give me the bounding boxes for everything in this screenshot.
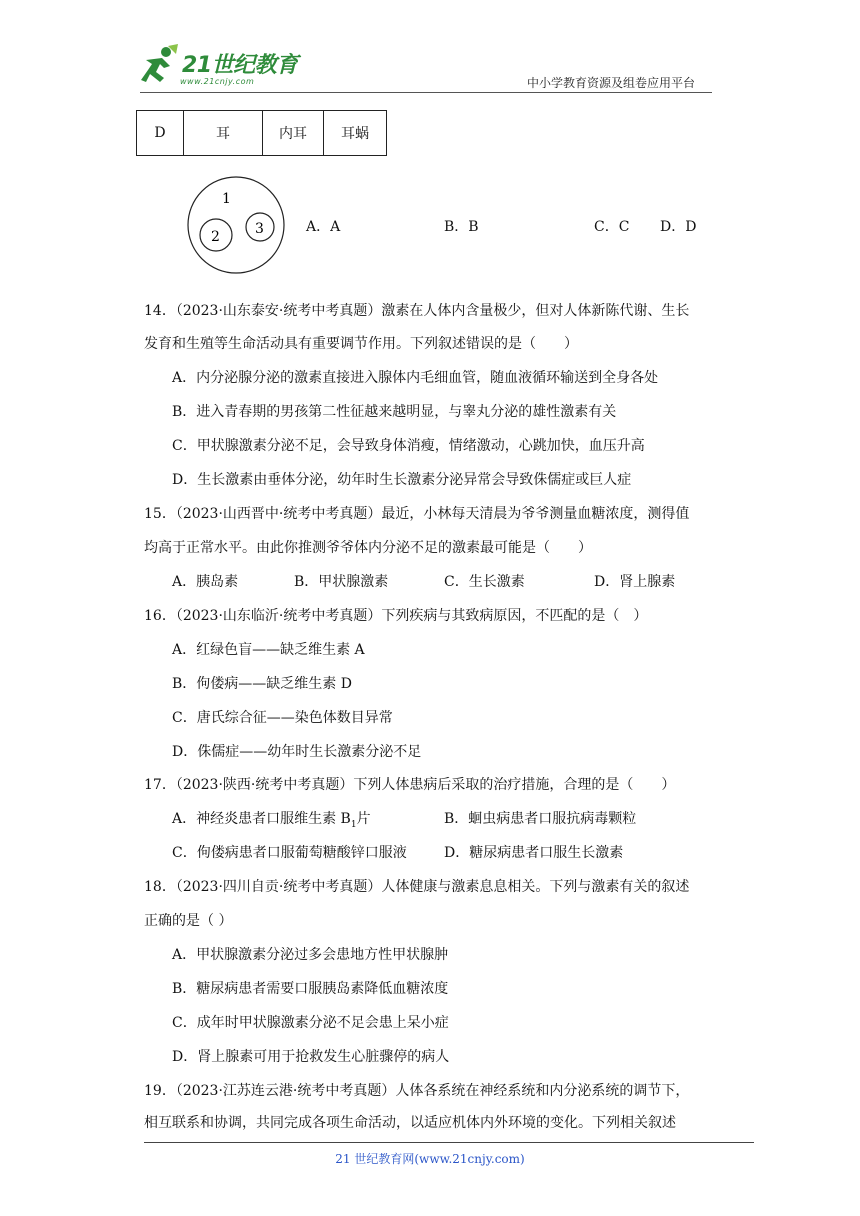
logo-url: www.21cnjy.com [180, 77, 255, 86]
question-18-option-d: D．肾上腺素可用于抢救发生心脏骤停的病人 [172, 1049, 450, 1065]
table-cell: 耳蜗 [324, 111, 387, 156]
question-18-line-2: 正确的是（ ） [144, 913, 233, 929]
q13-option-c: C．C [594, 219, 630, 235]
option-a-text: A．神经炎患者口服维生素 B [172, 811, 351, 827]
site-logo [140, 44, 310, 94]
question-14-line-2: 发育和生殖等生命活动具有重要调节作用。下列叙述错误的是（ ） [144, 336, 578, 352]
question-19-line-2: 相互联系和协调，共同完成各项生命活动，以适应机体内外环境的变化。下列相关叙述 [144, 1115, 676, 1131]
platform-tagline: 中小学教育资源及组卷应用平台 [527, 76, 696, 90]
subscript: 1 [350, 819, 357, 830]
question-16-option-c: C．唐氏综合征——染色体数目异常 [172, 710, 393, 726]
question-14-option-b: B．进入青春期的男孩第二性征越来越明显，与睾丸分泌的雄性激素有关 [172, 404, 617, 420]
question-14-option-d: D．生长激素由垂体分泌，幼年时生长激素分泌异常会导致侏儒症或巨人症 [172, 472, 632, 488]
question-15-option-c: C．生长激素 [444, 574, 525, 590]
question-17-option-d: D．糖尿病患者口服生长激素 [444, 845, 624, 861]
question-16-option-d: D．侏儒症——幼年时生长激素分泌不足 [172, 744, 422, 760]
question-18-line-1: 18．（2023·四川自贡·统考中考真题）人体健康与激素息息相关。下列与激素有关的叙述 [144, 879, 690, 895]
table-cell: 耳 [184, 111, 263, 156]
footer-link[interactable]: 21 世纪教育网(www.21cnjy.com) [335, 1152, 525, 1166]
answer-table [136, 110, 387, 156]
question-17-option-b: B．蛔虫病患者口服抗病毒颗粒 [444, 811, 637, 827]
figure-label-3: 3 [255, 221, 264, 237]
table-row [137, 111, 387, 156]
q13-option-a: A．A [306, 219, 341, 235]
question-16-option-a: A．红绿色盲——缺乏维生素 A [172, 642, 365, 658]
question-14-option-a: A．内分泌腺分泌的激素直接进入腺体内毛细血管，随血液循环输送到全身各处 [172, 370, 659, 386]
option-a-suffix: 片 [356, 811, 371, 827]
question-15-option-b: B．甲状腺激素 [294, 574, 389, 590]
figure-label-1: 1 [222, 191, 231, 207]
question-17-option-a [172, 808, 371, 830]
q13-option-b: B．B [444, 219, 479, 235]
q13-option-d: D．D [660, 219, 697, 235]
footer-divider [144, 1142, 754, 1143]
question-15-line-1: 15．（2023·山西晋中·统考中考真题）最近，小林每天清晨为爷爷测量血糖浓度，测得值 [144, 506, 690, 522]
question-18-option-a: A．甲状腺激素分泌过多会患地方性甲状腺肿 [172, 947, 449, 963]
question-17-line-1: 17．（2023·陕西·统考中考真题）下列人体患病后采取的治疗措施，合理的是（ ） [144, 777, 676, 793]
question-15-line-2: 均高于正常水平。由此你推测爷爷体内分泌不足的激素最可能是（ ） [144, 540, 592, 556]
figure-label-2: 2 [211, 229, 220, 245]
logo-text: 21世纪教育 [182, 53, 298, 78]
question-16-option-b: B．佝偻病——缺乏维生素 D [172, 676, 352, 692]
question-14-option-c: C．甲状腺激素分泌不足，会导致身体消瘦，情绪激动，心跳加快，血压升高 [172, 438, 645, 454]
header-divider [140, 92, 712, 93]
question-14-line-1: 14．（2023·山东泰安·统考中考真题）激素在人体内含量极少，但对人体新陈代谢、生长 [144, 303, 690, 319]
question-15-option-d: D．肾上腺素 [594, 574, 676, 590]
question-16-line-1: 16．（2023·山东临沂·统考中考真题）下列疾病与其致病原因，不匹配的是（ ） [144, 608, 648, 624]
question-19-line-1: 19．（2023·江苏连云港·统考中考真题）人体各系统在神经系统和内分泌系统的调节下， [144, 1083, 690, 1099]
question-18-option-c: C．成年时甲状腺激素分泌不足会患上呆小症 [172, 1015, 449, 1031]
table-cell: 内耳 [263, 111, 324, 156]
question-18-option-b: B．糖尿病患者需要口服胰岛素降低血糖浓度 [172, 981, 449, 997]
runner-logo-icon [140, 44, 180, 88]
table-cell: D [137, 111, 184, 156]
question-15-option-a: A．胰岛素 [172, 574, 239, 590]
nested-circles-figure [184, 175, 294, 279]
question-17-option-c: C．佝偻病患者口服葡萄糖酸锌口服液 [172, 845, 407, 861]
